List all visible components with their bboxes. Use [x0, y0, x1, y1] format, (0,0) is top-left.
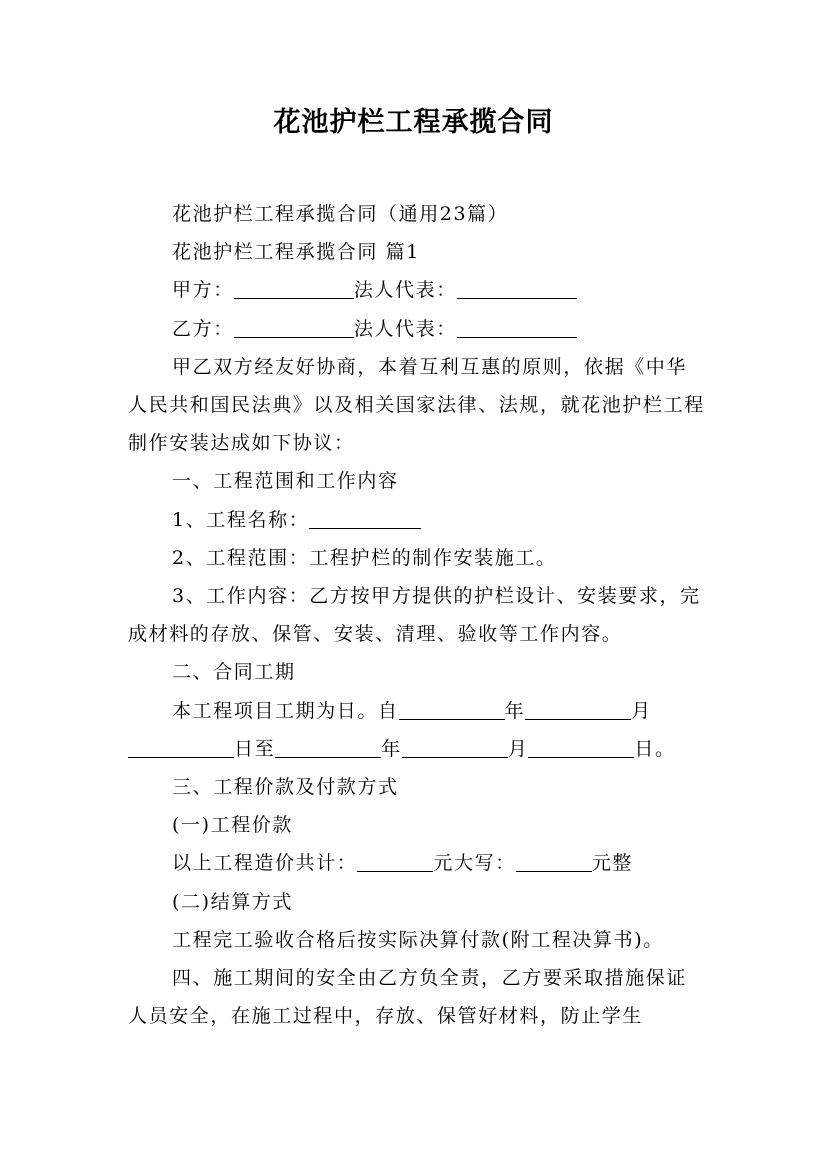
party-a-rep-blank [457, 279, 577, 299]
start-month-label: 月 [631, 699, 652, 722]
party-a-rep-label: 法人代表： [353, 279, 457, 302]
party-a-line [128, 271, 706, 309]
section-3-heading: 三、工程价款及付款方式 [172, 776, 399, 799]
item-3: 3、工作内容：乙方按甲方提供的护栏设计、安装要求，完成材料的存放、保管、安装、清理、验收等工作内容。 [128, 585, 701, 646]
party-b-blank [234, 318, 354, 338]
project-name-blank [309, 509, 421, 529]
document-title: 花池护栏工程承揽合同 [273, 107, 554, 138]
item-1-line [128, 501, 706, 539]
subsection-price: (一)工程价款 [172, 814, 294, 837]
party-a-blank [234, 279, 354, 299]
item-2: 2、工程范围：工程护栏的制作安装施工。 [172, 546, 557, 569]
start-year-blank [399, 700, 505, 720]
section-4-text: 四、施工期间的安全由乙方负全责，乙方要采取措施保证人员安全，在施工过程中，存放、保管好材料，防止学生 [128, 967, 688, 1028]
period-line [128, 692, 706, 730]
subsection-settlement: (二)结算方式 [172, 890, 294, 913]
document-body [128, 195, 706, 1035]
party-b-label: 乙方： [172, 317, 234, 340]
period-label: 本工程项目工期为日。自 [172, 699, 399, 722]
price-amount-blank [357, 852, 433, 872]
end-day-label: 日。 [634, 737, 676, 760]
price-line [128, 844, 706, 882]
end-month-blank [402, 738, 508, 758]
end-year-blank [275, 738, 381, 758]
day-to-label: 日至 [234, 737, 276, 760]
party-b-rep-blank [457, 318, 577, 338]
price-label: 以上工程造价共计： [172, 852, 358, 875]
period-line-2 [128, 730, 706, 768]
party-b-line [128, 310, 706, 348]
item-1-label: 1、工程名称： [172, 508, 310, 531]
section-2-heading: 二、合同工期 [172, 661, 296, 684]
start-year-label: 年 [504, 699, 526, 722]
article-heading: 花池护栏工程承揽合同 篇1 [172, 241, 420, 264]
section-1-heading: 一、工程范围和工作内容 [172, 470, 399, 493]
start-day-blank [128, 738, 234, 758]
settlement-text: 工程完工验收合格后按实际决算付款(附工程决算书)。 [172, 928, 664, 951]
price-capital-label: 元大写： [433, 852, 516, 875]
price-unit: 元整 [591, 852, 634, 875]
end-month-label: 月 [507, 737, 529, 760]
start-month-blank [525, 700, 631, 720]
end-day-blank [528, 738, 634, 758]
party-a-label: 甲方： [172, 279, 234, 302]
party-b-rep-label: 法人代表： [353, 317, 457, 340]
preamble: 甲乙双方经友好协商，本着互利互惠的原则，依据《中华人民共和国民法典》以及相关国家法律、法规，就花池护栏工程制作安装达成如下协议： [128, 355, 705, 455]
end-year-label: 年 [381, 737, 402, 760]
subtitle: 花池护栏工程承揽合同（通用23篇） [172, 203, 509, 225]
price-capital-blank [516, 852, 592, 872]
